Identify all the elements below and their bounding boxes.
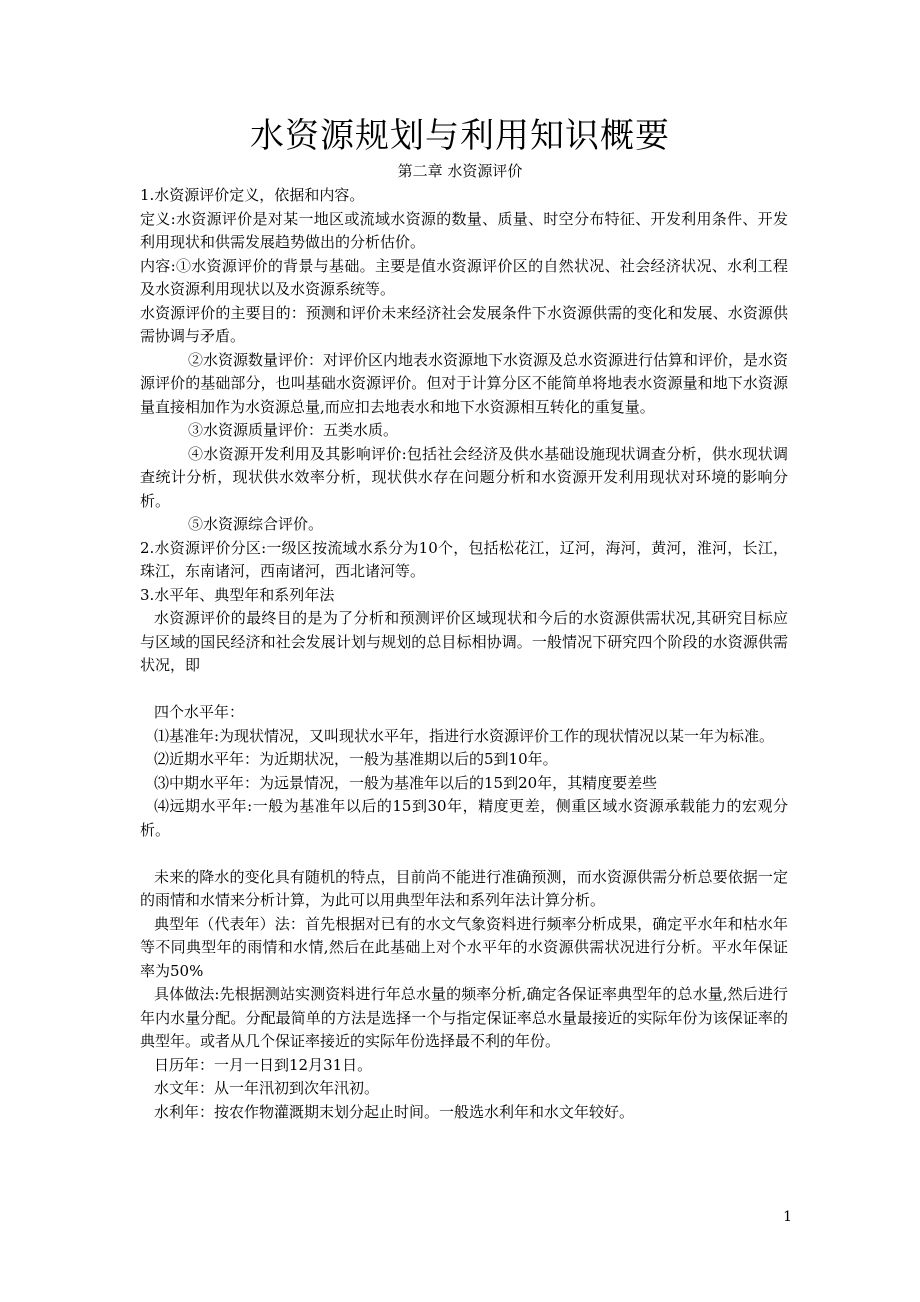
blank-line (140, 678, 788, 702)
blank-line (140, 842, 788, 866)
paragraph: 水利年：按农作物灌溉期末划分起止时间。一般选水利年和水文年较好。 (154, 1102, 635, 1121)
paragraph: 水文年：从一年汛初到次年汛初。 (154, 1079, 380, 1097)
page-number: 1 (783, 1209, 792, 1225)
document-title: 水资源规划与利用知识概要 (250, 116, 670, 156)
paragraph: 具体做法:先根据测站实测资料进行年总水量的频率分析,确定各保证率典型年的总水量,然后进行年内水量分配。分配最简单的方法是选择一个与指定保证率总水量最接近的实际年份为该保证率的典型年。或者从几个保证率接近的实际年份选择最不利的年份。 (140, 985, 788, 1050)
paragraph: 典型年（代表年）法：首先根据对已有的水文气象资料进行频率分析成果，确定平水年和枯水年等不同典型年的雨情和水情,然后在此基础上对个水平年的水资源供需状况进行分析。平水年保证率为50% (140, 914, 788, 980)
paragraph: ②水资源数量评价：对评价区内地表水资源地下水资源及总水资源进行估算和评价，是水资源评价的基础部分，也叫基础水资源评价。但对于计算分区不能简单将地表水资源量和地下水资源量直接相加作为水资源总量,而应扣去地表水和地下水资源相互转化的重复量。 (140, 350, 789, 416)
section-heading: 1.水资源评价定义，依据和内容。 (140, 186, 365, 204)
list-item: ⑶中期水平年：为远景情况，一般为基准年以后的15到20年，其精度要差些 (154, 773, 658, 792)
chapter-heading: 第二章 水资源评价 (397, 162, 523, 180)
paragraph: 内容:①水资源评价的背景与基础。主要是值水资源评价区的自然状况、社会经济状况、水利工程及水资源利用现状以及水资源系统等。 (140, 256, 788, 298)
paragraph: 未来的降水的变化具有随机的特点，目前尚不能进行准确预测，而水资源供需分析总要依据一定的雨情和水情来分析计算，为此可以用典型年法和系列年法计算分析。 (140, 867, 788, 909)
list-item: ⑷远期水平年:一般为基准年以后的15到30年，精度更差，侧重区域水资源承载能力的宏观分析。 (140, 797, 788, 839)
list-item: ⑴基准年:为现状情况，又叫现状水平年，指进行水资源评价工作的现状情况以某一年为标准。 (154, 726, 775, 745)
section-heading: 2.水资源评价分区:一级区按流域水系分为10个，包括松花江，辽河，海河，黄河，淮河，长江，珠江，东南诸河，西南诸河，西北诸河等。 (140, 538, 788, 580)
list-item: ⑵近期水平年：为近期状况，一般为基准期以后的5到10年。 (154, 750, 558, 768)
section-heading: 3.水平年、典型年和系列年法 (140, 585, 335, 604)
paragraph: 定义:水资源评价是对某一地区或流域水资源的数量、质量、时空分布特征、开发利用条件、开发利用现状和供需发展趋势做出的分析估价。 (140, 209, 788, 251)
paragraph: ④水资源开发利用及其影响评价:包括社会经济及供水基础设施现状调查分析，供水现状调查统计分析，现状供水效率分析，现状供水存在问题分析和水资源开发利用现状对环境的影响分析。 (140, 444, 788, 510)
paragraph: 水资源评价的最终目的是为了分析和预测评价区域现状和今后的水资源供需状况,其研究目标应与区域的国民经济和社会发展计划与规划的总目标相协调。一般情况下研究四个阶段的水资源供需状况，即 (140, 609, 788, 674)
list-heading: 四个水平年： (154, 703, 245, 721)
document-body (140, 184, 788, 1124)
paragraph: ③水资源质量评价：五类水质。 (188, 421, 399, 439)
paragraph: ⑤水资源综合评价。 (188, 515, 324, 533)
paragraph: 水资源评价的主要目的：预测和评价未来经济社会发展条件下水资源供需的变化和发展、水资源供需协调与矛盾。 (140, 303, 788, 345)
paragraph: 日历年：一月一日到12月31日。 (154, 1055, 373, 1074)
